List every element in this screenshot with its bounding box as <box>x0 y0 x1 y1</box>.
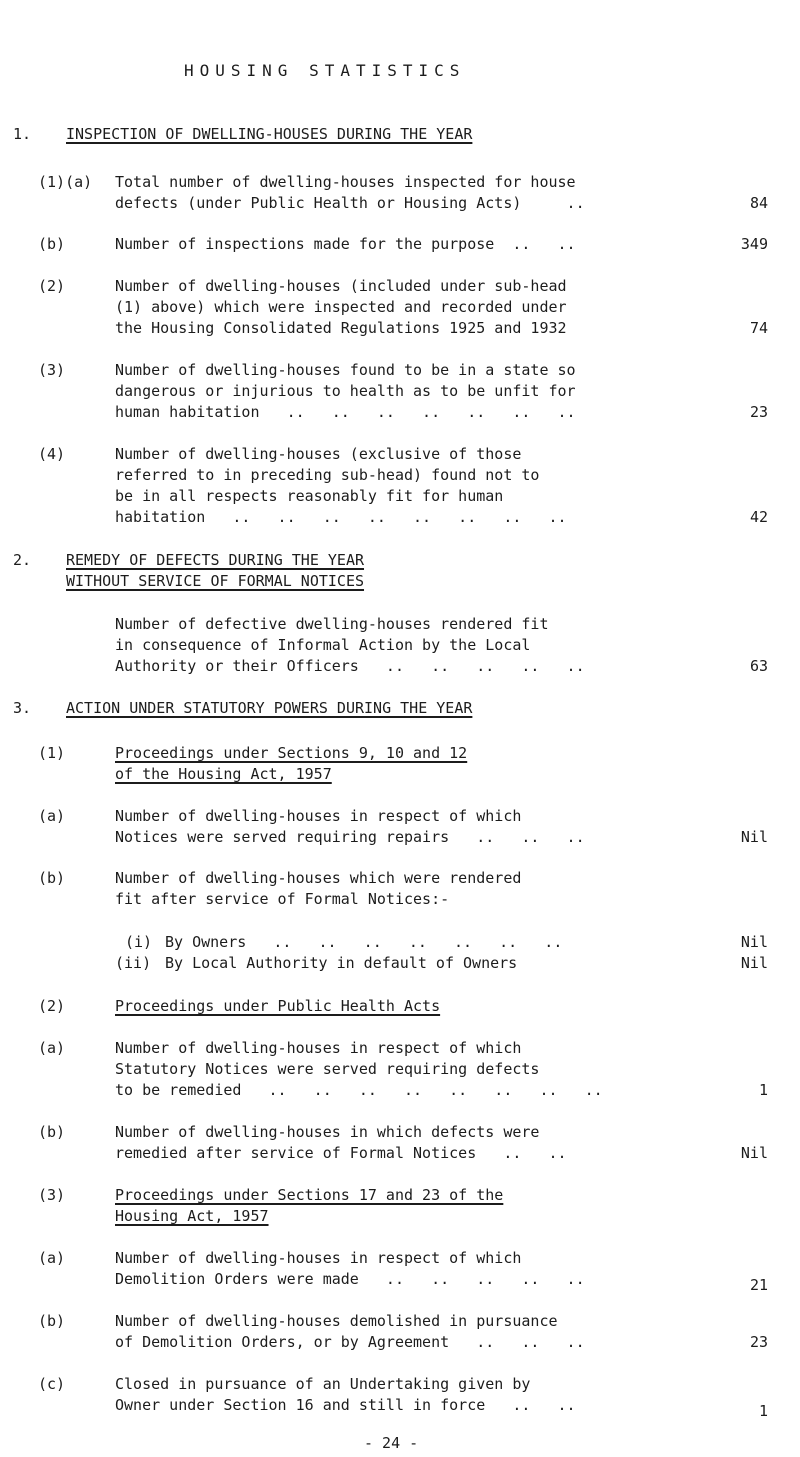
item-1b-value: 349 <box>740 235 768 253</box>
item-4-line-1: Number of dwelling-houses (exclusive of those <box>115 445 522 463</box>
sub-2a-value: 1 <box>758 1081 768 1099</box>
sub-3a-label: (a) <box>38 1249 66 1267</box>
sub-2-heading: Proceedings under Public Health Acts <box>115 997 441 1015</box>
sub-1a-value: Nil <box>740 828 768 846</box>
sub-2b-line-2: remedied after service of Formal Notices .. .. <box>115 1144 567 1162</box>
item-1a-line-1: Total number of dwelling-houses inspected for house <box>115 173 576 191</box>
sub-3b-line-2: of Demolition Orders, or by Agreement .. .. .. <box>115 1333 585 1351</box>
sub-3c-value: 1 <box>758 1402 768 1420</box>
item-1a-line-2: defects (under Public Health or Housing Acts) .. <box>115 194 585 212</box>
sub-3-heading-line-2: Housing Act, 1957 <box>115 1207 269 1225</box>
item-3-line-1: Number of dwelling-houses found to be in a state so <box>115 361 576 379</box>
sub-3b-value: 23 <box>749 1333 768 1351</box>
item-3-line-3: human habitation .. .. .. .. .. .. .. <box>115 403 576 421</box>
sub-3a-value: 21 <box>749 1276 768 1294</box>
sub-2a-line-2: Statutory Notices were served requiring defects <box>115 1060 540 1078</box>
item-4-value: 42 <box>749 508 768 526</box>
sub-3c-label: (c) <box>38 1375 66 1393</box>
sub-1b-ii-value: Nil <box>740 954 768 972</box>
item-1b-line-1: Number of inspections made for the purpose .. .. <box>115 235 576 253</box>
sub-1a-label: (a) <box>38 807 66 825</box>
item-3-value: 23 <box>749 403 768 421</box>
section-2-number: 2. <box>13 551 32 569</box>
sub-1-label: (1) <box>38 744 66 762</box>
item-2-line-2: (1) above) which were inspected and recorded under <box>115 298 567 316</box>
item-2-line-3: the Housing Consolidated Regulations 1925 and 1932 <box>115 319 567 337</box>
item-1b-label: (b) <box>38 235 66 253</box>
sub-2b-label: (b) <box>38 1123 66 1141</box>
sub-3b-line-1: Number of dwelling-houses demolished in pursuance <box>115 1312 558 1330</box>
sub-2b-value: Nil <box>740 1144 768 1162</box>
sub-1-heading-line-2: of the Housing Act, 1957 <box>115 765 332 783</box>
section-2-line-2: in consequence of Informal Action by the Local <box>115 636 531 654</box>
item-1a-label: (1)(a) <box>38 173 93 191</box>
sub-3b-label: (b) <box>38 1312 66 1330</box>
sub-1b-i-value: Nil <box>740 933 768 951</box>
sub-3-label: (3) <box>38 1186 66 1204</box>
section-3-heading: ACTION UNDER STATUTORY POWERS DURING THE YEAR <box>66 699 473 717</box>
section-2-heading-line-2: WITHOUT SERVICE OF FORMAL NOTICES <box>66 572 365 590</box>
item-4-line-3: be in all respects reasonably fit for human <box>115 487 504 505</box>
section-2-line-1: Number of defective dwelling-houses rendered fit <box>115 615 549 633</box>
sub-1b-label: (b) <box>38 869 66 887</box>
sub-1a-line-1: Number of dwelling-houses in respect of which <box>115 807 522 825</box>
sub-2-label: (2) <box>38 997 66 1015</box>
sub-3-heading-line-1: Proceedings under Sections 17 and 23 of the <box>115 1186 504 1204</box>
sub-1b-ii-text: By Local Authority in default of Owners <box>165 954 518 972</box>
sub-3c-line-1: Closed in pursuance of an Undertaking given by <box>115 1375 531 1393</box>
sub-2a-line-3: to be remedied .. .. .. .. .. .. .. .. <box>115 1081 603 1099</box>
item-3-label: (3) <box>38 361 66 379</box>
section-1-number: 1. <box>13 125 32 143</box>
sub-1b-line-1: Number of dwelling-houses which were rendered <box>115 869 522 887</box>
section-1-heading: INSPECTION OF DWELLING-HOUSES DURING THE YEAR <box>66 125 473 143</box>
item-2-label: (2) <box>38 277 66 295</box>
sub-3a-line-1: Number of dwelling-houses in respect of which <box>115 1249 522 1267</box>
item-4-label: (4) <box>38 445 66 463</box>
item-2-line-1: Number of dwelling-houses (included under sub-head <box>115 277 567 295</box>
sub-1b-i-label: (i) <box>125 933 153 951</box>
section-2-line-3: Authority or their Officers .. .. .. .. .. <box>115 657 585 675</box>
sub-1b-i-text: By Owners .. .. .. .. .. .. .. <box>165 933 563 951</box>
section-3-number: 3. <box>13 699 32 717</box>
item-2-value: 74 <box>749 319 768 337</box>
sub-1b-ii-label: (ii) <box>115 954 152 972</box>
sub-1-heading-line-1: Proceedings under Sections 9, 10 and 12 <box>115 744 468 762</box>
sub-3a-line-2: Demolition Orders were made .. .. .. .. .. <box>115 1270 585 1288</box>
item-4-line-4: habitation .. .. .. .. .. .. .. .. <box>115 508 567 526</box>
item-4-line-2: referred to in preceding sub-head) found not to <box>115 466 540 484</box>
sub-2a-line-1: Number of dwelling-houses in respect of which <box>115 1039 522 1057</box>
item-3-line-2: dangerous or injurious to health as to be unfit for <box>115 382 576 400</box>
sub-3c-line-2: Owner under Section 16 and still in force .. .. <box>115 1396 576 1414</box>
sub-2a-label: (a) <box>38 1039 66 1057</box>
sub-1a-line-2: Notices were served requiring repairs .. .. .. <box>115 828 585 846</box>
page-number: - 24 - <box>364 1434 419 1452</box>
sub-1b-line-2: fit after service of Formal Notices:- <box>115 890 450 908</box>
section-2-value: 63 <box>749 657 768 675</box>
item-1a-value: 84 <box>749 194 768 212</box>
sub-2b-line-1: Number of dwelling-houses in which defects were <box>115 1123 540 1141</box>
page-title: HOUSING STATISTICS <box>184 61 466 80</box>
section-2-heading-line-1: REMEDY OF DEFECTS DURING THE YEAR <box>66 551 365 569</box>
